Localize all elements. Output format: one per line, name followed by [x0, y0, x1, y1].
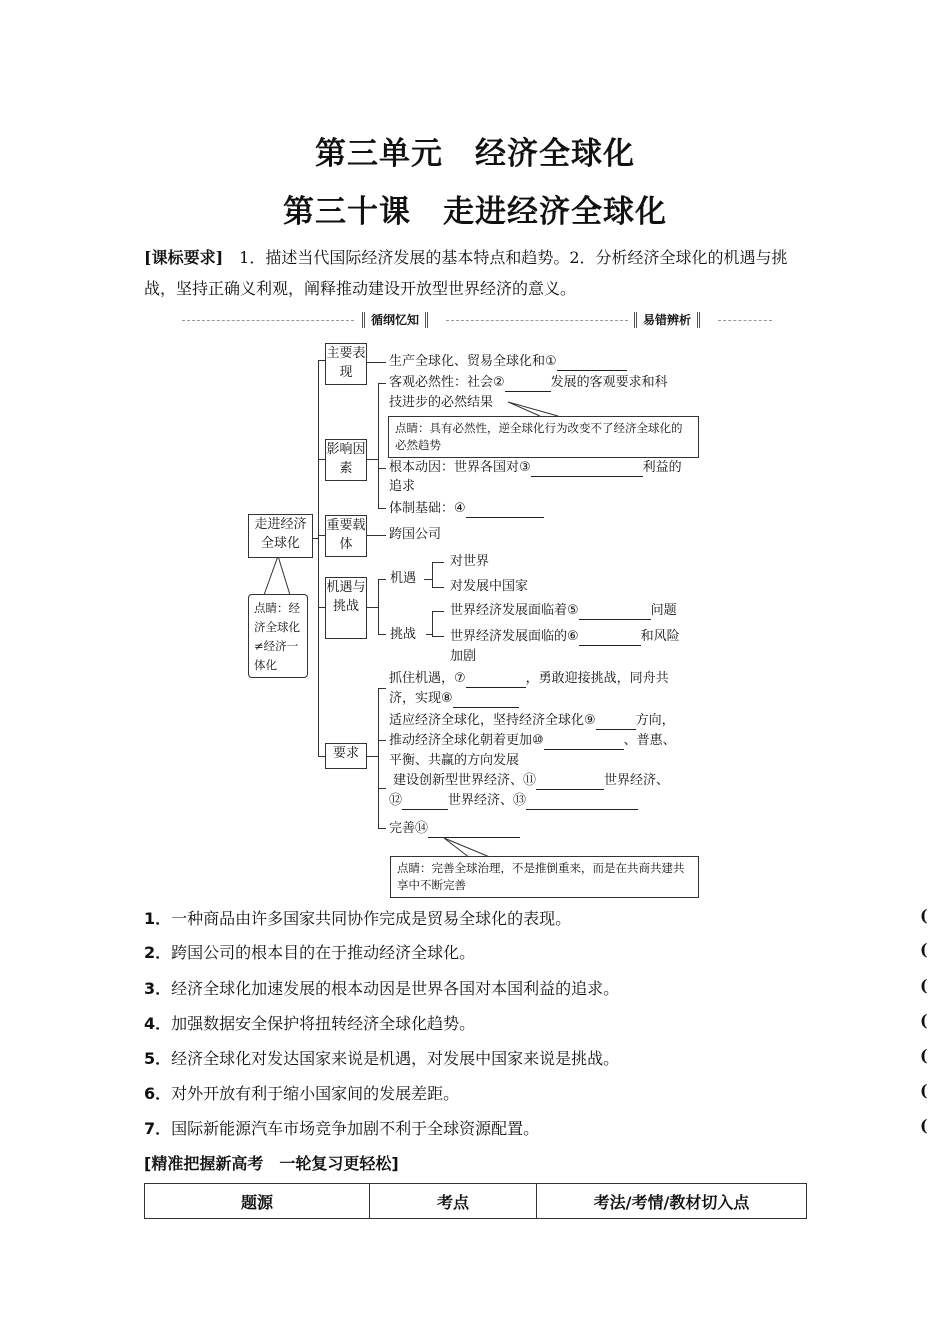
carrier-item: 跨国公司: [389, 527, 442, 542]
answer-paren-1[interactable]: (: [920, 906, 928, 925]
system-basis: 体制基础：④: [389, 500, 544, 518]
objective-line-1: 客观必然性：社会② 发展的客观要求和科: [389, 375, 668, 390]
section-banner: [精准把握新高考 一轮复习更轻松]: [144, 1154, 399, 1173]
req-line-1: 抓住机遇，⑦ ，勇敢迎接挑战，同舟共: [389, 671, 669, 686]
branch-opportunity-challenge: 机遇与挑战: [325, 577, 367, 639]
requirements-note: 点睛：完善全球治理，不是推倒重来，而是在共商共建共享中不断完善: [390, 856, 699, 898]
section-label-review: 循纲忆知: [362, 312, 428, 328]
root-note: 点睛：经济全球化≠经济一体化: [248, 594, 308, 678]
requirements-tag: [课标要求]: [144, 248, 224, 267]
req-line-2: 济，实现⑧: [389, 690, 519, 708]
opportunity-world: 对世界: [450, 554, 490, 569]
challenge-item-1: 世界经济发展面临着⑤ 问题: [450, 603, 677, 618]
opportunity-label: 机遇: [390, 571, 417, 586]
challenge-item-2-cont: 加剧: [450, 649, 477, 664]
requirements-text: 1．描述当代国际经济发展的基本特点和趋势。2．分析经济全球化的机遇与挑战，坚持正确义利观，阐释推动建设开放型世界经济的意义。: [144, 248, 788, 298]
challenge-label: 挑战: [390, 627, 417, 642]
question-7: 7．国际新能源汽车市场竞争加剧不利于全球资源配置。: [144, 1119, 540, 1138]
req-line-5: 平衡、共赢的方向发展: [389, 753, 520, 768]
header-source: 题源: [145, 1184, 370, 1219]
question-2: 2．跨国公司的根本目的在于推动经济全球化。: [144, 943, 476, 962]
answer-paren-2[interactable]: (: [920, 940, 928, 959]
branch-carrier: 重要载体: [325, 515, 367, 557]
req-line-8: 完善⑭: [389, 820, 520, 838]
answer-paren-5[interactable]: (: [920, 1046, 928, 1065]
table-header-row: [145, 1184, 807, 1219]
header-topic: 考点: [370, 1184, 537, 1219]
header-method: 考法/考情/教材切入点: [537, 1184, 807, 1219]
branch-requirements: 要求: [325, 743, 367, 769]
question-4: 4．加强数据安全保护将扭转经济全球化趋势。: [144, 1014, 476, 1033]
objective-line-2: 技进步的必然结果: [389, 395, 494, 410]
answer-paren-4[interactable]: (: [920, 1011, 928, 1030]
section-label-errors: 易错辨析: [634, 312, 700, 328]
req-line-6: 建设创新型世界经济、⑪ 世界经济、: [393, 773, 670, 788]
opportunity-developing: 对发展中国家: [450, 579, 529, 594]
question-1: 1．一种商品由许多国家共同协作完成是贸易全球化的表现。: [144, 909, 572, 928]
manifest-item: 生产全球化、贸易全球化和①: [389, 353, 627, 371]
question-5: 5．经济全球化对发达国家来说是机遇，对发展中国家来说是挑战。: [144, 1049, 620, 1068]
question-6: 6．对外开放有利于缩小国家间的发展差距。: [144, 1084, 460, 1103]
lesson-title: 第三十课 走进经济全球化: [283, 194, 667, 230]
req-line-3: 适应经济全球化，坚持经济全球化⑨ 方向，: [389, 713, 675, 728]
branch-factors: 影响因素: [325, 439, 367, 481]
req-line-4: 推动经济全球化朝着更加⑩ 、普惠、: [389, 733, 676, 748]
challenge-item-2: 世界经济发展面临的⑥ 和风险: [450, 629, 680, 644]
unit-title: 第三单元 经济全球化: [315, 136, 635, 172]
req-line-7: ⑫ 世界经济、⑬: [389, 792, 638, 810]
root-node: 走进经济全球化: [248, 514, 313, 558]
answer-paren-6[interactable]: (: [920, 1081, 928, 1100]
answer-paren-7[interactable]: (: [920, 1116, 928, 1135]
answer-paren-3[interactable]: (: [920, 976, 928, 995]
branch-manifestation: 主要表现: [325, 343, 367, 385]
motive-line-1: 根本动因：世界各国对③ 利益的: [389, 460, 682, 475]
objective-note: 点睛：具有必然性，逆全球化行为改变不了经济全球化的必然趋势: [388, 416, 699, 458]
motive-line-2: 追求: [389, 479, 416, 494]
question-3: 3．经济全球化加速发展的根本动因是世界各国对本国利益的追求。: [144, 979, 620, 998]
source-table: [144, 1183, 807, 1219]
